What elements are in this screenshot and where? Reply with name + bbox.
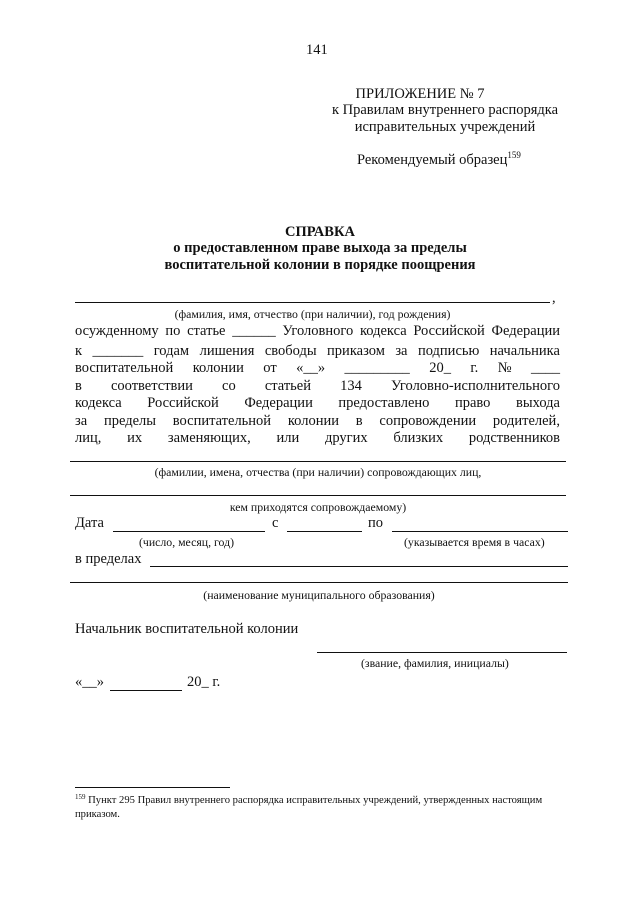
word: их [127, 430, 143, 446]
time-to-input-line[interactable] [392, 531, 568, 532]
word: сопровождении [379, 413, 477, 429]
doc-title: СПРАВКА [285, 224, 355, 240]
years-blank[interactable]: _______ [92, 343, 144, 359]
body-line-6 [75, 413, 560, 430]
name-input-line[interactable] [75, 302, 550, 303]
time-from-input-line[interactable] [287, 531, 362, 532]
word: или [276, 430, 300, 446]
sample-footnote-ref: 159 [507, 150, 521, 160]
word: Уголовно-исполнительного [390, 378, 560, 394]
date-input-line[interactable] [113, 531, 265, 532]
word: колонии [287, 413, 339, 429]
word: начальника [489, 343, 560, 359]
word: Российской [413, 323, 485, 339]
footnote-line-2: приказом. [75, 809, 120, 820]
word: осужденному [75, 323, 159, 339]
word: заменяющих, [167, 430, 251, 446]
footnote-separator [75, 787, 230, 788]
word: по [165, 323, 181, 339]
signature-input-line[interactable] [317, 652, 567, 653]
word: Уголовного [282, 323, 354, 339]
to-label: по [368, 515, 384, 531]
caption-date: (число, месяц, год) [139, 535, 234, 549]
caption-time: (указывается время в часах) [404, 535, 545, 549]
word: близких [393, 430, 444, 446]
word: кодекса [75, 395, 122, 411]
sample-text: Рекомендуемый образец [357, 152, 508, 168]
body-line-3 [75, 360, 560, 377]
word: воспитательной [75, 360, 174, 376]
caption-escorts: (фамилии, имена, отчества (при наличии) сопровождающих лиц, [154, 465, 482, 479]
footnote-line-1: Пункт 295 Правил внутреннего распорядка исправительных учреждений, утвержденных настоящим [88, 795, 543, 806]
footnote [75, 794, 542, 808]
word: лишения [199, 343, 255, 359]
order-year-blank[interactable]: 20_ [429, 360, 451, 376]
page-number: 141 [306, 42, 328, 58]
word: от [263, 360, 277, 376]
footnote-number: 159 [75, 793, 86, 801]
word: пределы [103, 413, 156, 429]
municipality-input-line[interactable] [70, 582, 568, 583]
relation-input-line[interactable] [70, 495, 566, 496]
word: Федерации [244, 395, 313, 411]
body-line-5 [75, 395, 560, 412]
doc-subtitle-1: о предоставленном праве выхода за пределы [173, 240, 467, 256]
body-line-4 [75, 378, 560, 395]
caption-signature: (звание, фамилия, инициалы) [361, 656, 509, 670]
escorts-input-line[interactable] [70, 461, 566, 462]
word: лиц, [75, 430, 102, 446]
caption-municipality: (наименование муниципального образования) [203, 588, 435, 602]
order-day-blank[interactable]: «__» [296, 360, 326, 376]
order-number-blank[interactable]: ____ [530, 360, 560, 376]
word: воспитательной [172, 413, 272, 429]
word: подписью [417, 343, 480, 359]
body-line-2 [75, 343, 560, 360]
word: приказом [327, 343, 385, 359]
name-comma: , [552, 290, 556, 306]
word: право [454, 395, 491, 411]
word: к [75, 343, 83, 359]
word: соответствии [110, 378, 193, 394]
word: родителей, [492, 413, 560, 429]
body-line-1 [75, 323, 560, 340]
word: Федерации [491, 323, 560, 339]
word: № [497, 360, 512, 376]
word: статьей [264, 378, 311, 394]
word: в [75, 378, 82, 394]
appendix-title: ПРИЛОЖЕНИЕ № 7 [355, 86, 485, 102]
word: выхода [516, 395, 560, 411]
sample-label [357, 152, 521, 170]
word: предоставлено [338, 395, 430, 411]
word: в [355, 413, 363, 429]
word: за [75, 413, 88, 429]
appendix-rules: к Правилам внутреннего распорядка [331, 102, 559, 118]
bottom-date-day[interactable]: «__» [75, 674, 104, 690]
word: колонии [192, 360, 244, 376]
word: за [395, 343, 408, 359]
word: 134 [340, 378, 362, 394]
bottom-date-month-line[interactable] [110, 690, 182, 691]
word: статье [187, 323, 226, 339]
article-blank[interactable]: ______ [232, 323, 276, 339]
order-month-blank[interactable]: _________ [344, 360, 410, 376]
word: г. [470, 360, 479, 376]
word: Российской [147, 395, 219, 411]
bottom-date-year[interactable]: 20_ г. [187, 674, 221, 690]
caption-name: (фамилия, имя, отчество (при наличии), год рождения) [174, 307, 451, 321]
word: других [324, 430, 368, 446]
word: кодекса [359, 323, 407, 339]
caption-relation: кем приходятся сопровождаемому) [229, 500, 407, 514]
body-line-7 [75, 430, 560, 447]
appendix-institutions: исправительных учреждений [354, 119, 536, 135]
doc-subtitle-2: воспитательной колонии в порядке поощрения [164, 257, 476, 273]
date-label: Дата [75, 515, 104, 531]
head-label: Начальник воспитательной колонии [75, 621, 299, 637]
word: годам [153, 343, 190, 359]
within-label: в пределах [75, 551, 142, 567]
within-input-line[interactable] [150, 566, 568, 567]
word: со [222, 378, 236, 394]
word: родственников [468, 430, 560, 446]
word: свободы [264, 343, 317, 359]
from-label: с [272, 515, 279, 531]
